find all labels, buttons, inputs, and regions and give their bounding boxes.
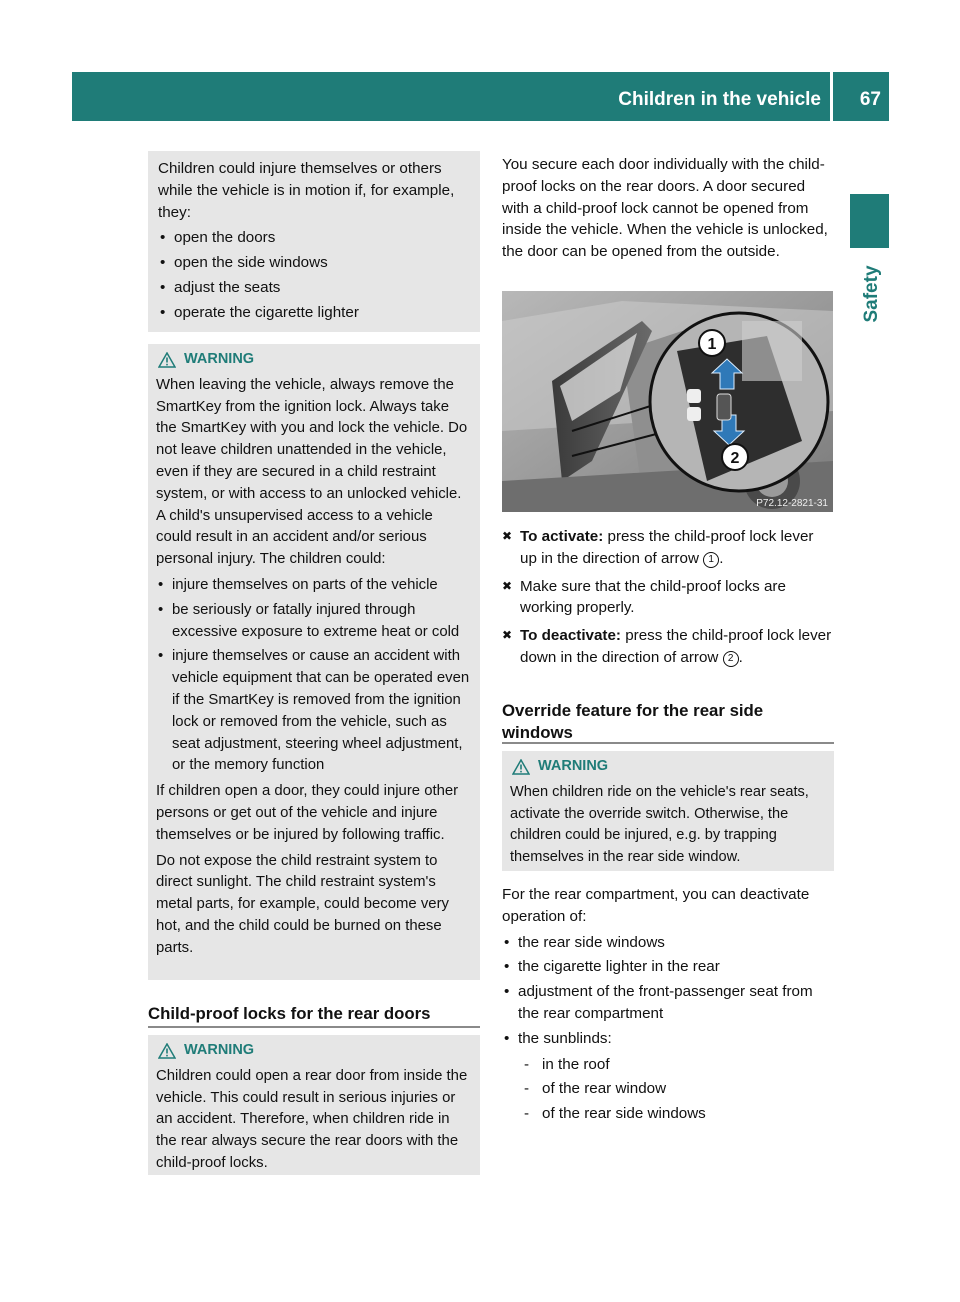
door-illustration: [502, 291, 833, 512]
steps: [502, 526, 834, 675]
heading-rule: [148, 1026, 480, 1028]
info-box: [148, 151, 480, 332]
warning-text: Do not expose the child restraint system to direct sunlight. The child restraint system's metal parts, for example, could become very hot, and the child could be burned on these parts.: [156, 852, 449, 956]
warning-text: When children ride on the vehicle's rear seats, activate the override switch. Otherwise, the children could be injured, e.g. by trapping themselves in the rear side window.: [510, 783, 809, 866]
section-heading: Child-proof locks for the rear doors: [148, 1004, 431, 1023]
list-item: • adjustment of the front-passenger seat from the rear compartment: [502, 981, 834, 1025]
list-item: • be seriously or fatally injured through excessive exposure to extreme heat or cold: [156, 600, 472, 644]
step-text: Make sure that the child-proof locks are working properly.: [520, 577, 786, 617]
warning-heading: [156, 1040, 472, 1062]
page-number: 67: [859, 89, 881, 110]
side-tab-label: Safety: [861, 265, 882, 323]
warning-text: Children could open a rear door from inside the vehicle. This could result in serious injuries or an accident. Therefore, when children ride in the rear always secure the rear doors with the child-proof locks.: [156, 1067, 468, 1171]
step-end: .: [719, 549, 724, 567]
list-item: • injure themselves or cause an accident with vehicle equipment that can be operated even if the SmartKey is removed from the ignition lock or removed from the vehicle, such as seat adjustment, steering wheel adjustment, or the memory function: [156, 646, 472, 777]
warning-label: WARNING: [184, 1042, 255, 1058]
list-item: • adjust the seats: [158, 277, 470, 299]
step-text: press the child-proof lock lever down in the direction of arrow: [520, 627, 832, 666]
callout-2: 2: [730, 450, 740, 467]
warning-text: When leaving the vehicle, always remove the SmartKey from the ignition lock. Always take the SmartKey with you and lock the vehicle. Do not leave children unattended in the vehicle, even if they are secured in a child restraint system, or with access to an unlocked vehicle. A child's unsupervised access to a vehicle could result in an accident and/or serious personal injury. The children could:: [156, 376, 468, 568]
side-tab-marker: [850, 194, 889, 248]
deactivate-intro: For the rear compartment, you can deactivate operation of:: [502, 886, 810, 925]
warning-icon: [512, 759, 530, 775]
step-deactivate: [502, 625, 834, 669]
warning-list: [156, 575, 472, 777]
warning-icon: [158, 1043, 176, 1059]
sunblinds-list: [518, 1054, 834, 1125]
heading-rule: [502, 742, 834, 744]
list-item: • the rear side windows: [502, 932, 834, 954]
warning-box: [502, 751, 834, 871]
step-check: [502, 576, 834, 620]
info-box-list: [158, 227, 470, 323]
step-end: .: [738, 648, 743, 666]
list-item: • the cigarette lighter in the rear: [502, 956, 834, 978]
list-item: • operate the cigarette lighter: [158, 302, 470, 324]
header-divider: [830, 72, 833, 121]
section-heading: Override feature for the rear side windows: [502, 701, 764, 742]
section-heading-wrap: [148, 1003, 480, 1025]
list-item: - in the roof: [518, 1054, 834, 1076]
intro-paragraph-wrap: [502, 154, 834, 267]
step-label: To activate:: [520, 528, 604, 545]
step-activate: [502, 526, 834, 570]
deactivate-section: [502, 884, 834, 1129]
list-item: • open the side windows: [158, 252, 470, 274]
warning-label: WARNING: [538, 758, 609, 774]
list-item: • the sunblinds:: [502, 1028, 834, 1050]
warning-heading: [156, 349, 472, 371]
override-heading-wrap: [502, 700, 834, 744]
warning-icon: [158, 352, 176, 368]
step-label: To deactivate:: [520, 627, 621, 645]
warning-text: If children open a door, they could injure other persons or get out of the vehicle and injure themselves or be injured by following traffic.: [156, 783, 459, 843]
list-item: • injure themselves on parts of the vehicle: [156, 575, 472, 597]
warning-box: [148, 1035, 480, 1175]
image-code: P72.12-2821-31: [756, 498, 828, 509]
page-header: [72, 72, 889, 121]
warning-heading: [510, 756, 826, 778]
callout-1: 1: [707, 336, 717, 353]
list-item: • open the doors: [158, 227, 470, 249]
arrow-ref: 2: [723, 651, 739, 667]
warning-box: [148, 344, 480, 980]
intro-paragraph: You secure each door individually with the child-proof locks on the rear doors. A door secured with a child-proof lock cannot be opened from inside the vehicle. When the vehicle is unlocked, the door can be opened from the outside.: [502, 156, 828, 261]
list-item: - of the rear window: [518, 1078, 834, 1100]
chapter-title: Children in the vehicle: [618, 89, 821, 110]
step-text: press the child-proof lock lever up in the direction of arrow: [520, 528, 814, 567]
warning-label: WARNING: [184, 351, 255, 367]
info-box-intro: Children could injure themselves or others while the vehicle is in motion if, for example, they:: [158, 160, 455, 221]
deactivate-list: [502, 932, 834, 1050]
arrow-ref: 1: [703, 552, 719, 568]
door-lock-photo: [502, 291, 833, 512]
list-item: - of the rear side windows: [518, 1103, 834, 1125]
